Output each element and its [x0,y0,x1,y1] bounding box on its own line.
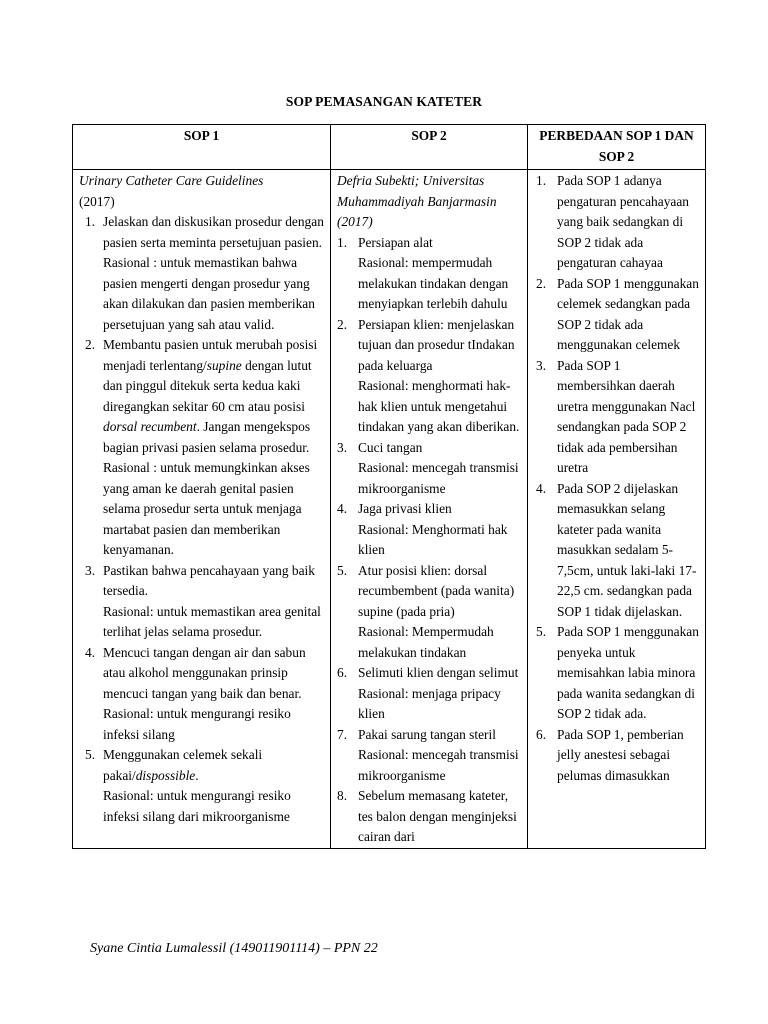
step-number: 4. [85,644,96,660]
sop1-steps-list [79,212,324,827]
step-text-segment: . Jangan mengekspos bagian privasi pasien selama prosedur. [103,419,311,455]
document-title: SOP PEMASANGAN KATETER [285,94,483,109]
sop1-source [79,171,324,212]
step-number: 1. [337,234,348,250]
step-number: 2. [85,337,96,352]
step-text-segment: . [195,767,199,783]
step-text-italic: dorsal recumbent [103,419,197,434]
step-rationale: Rasional: Menghormati hak klien [358,521,508,557]
step-rationale: Rasional: mencegah transmisi mikroorganisme [358,460,519,496]
step-rationale: Rasional: untuk mengurangi resiko infeksi silang dari mikroorganisme [103,788,291,824]
step-number: 8. [337,788,348,803]
difference-cell [528,170,706,849]
sop1-cell [73,170,331,849]
step-text: Cuci tangan [358,439,423,455]
step-number: 2. [337,316,348,332]
step-rationale: Rasional: Mempermudah melakukan tindakan [358,624,494,660]
step-text-segment: Membantu pasien untuk merubah posisi menjadi terlentang/ [103,337,318,373]
step-rationale: Rasional: mempermudah melakukan tindakan dengan menyiapkan terlebih dahulu [358,255,509,311]
step-number: 1. [85,214,96,229]
step-text-italic: supine [206,357,242,373]
step-text [103,643,324,746]
header-sop2: SOP 2 [331,125,528,170]
step-number: 3. [337,439,348,455]
step-text: Pakai sarung tangan steril [358,726,496,742]
step-text-segment: Mencuci tangan dengan air dan sabun atau alkohol menggunakan prinsip mencuci tangan yang baik dan benar. Rasional: untuk mengurangi resiko infeksi silang [103,644,306,742]
sop-comparison-table [72,124,706,849]
step-number: 7. [337,726,348,742]
table-body-row [73,170,706,849]
sop2-step [337,315,521,438]
step-text: Persiapan alat [358,234,433,250]
difference-item [534,479,699,623]
item-number: 6. [536,726,547,742]
sop1-source-year: (2017) [79,193,115,209]
difference-list [534,171,699,786]
step-number: 4. [337,501,348,516]
step-text-italic: dispossible [135,767,196,783]
sop2-source: Defria Subekti; Universitas Muhammadiyah Banjarmasin (2017) [337,173,497,229]
sop1-source-title: Urinary Catheter Care Guidelines [79,173,264,188]
step-text: Persiapan klien: menjelaskan tujuan dan prosedur tIndakan pada keluarga [358,316,515,373]
step-rationale: Rasional: menjaga pripacy klien [358,685,501,721]
step-text: Jaga privasi klien [358,501,452,516]
item-text: Pada SOP 1, pemberian jelly anestesi sebagai pelumas dimasukkan [557,726,684,783]
step-text [103,561,324,602]
item-number: 3. [536,357,547,373]
step-rationale: Rasional: mencegah transmisi mikroorganisme [358,747,519,783]
sop2-step [337,561,521,664]
difference-item [534,622,699,725]
step-number: 5. [337,562,348,578]
sop2-steps-list [337,233,521,848]
step-rationale: Rasional: untuk memastikan area genital terlihat jelas selama prosedur. [103,603,321,639]
sop2-step [337,233,521,315]
step-text-segment: Menggunakan celemek sekali pakai/ [103,747,263,783]
step-text: Sebelum memasang kateter, tes balon dengan menginjeksi cairan dari [358,788,517,844]
step-text: Selimuti klien dengan selimut [358,665,519,680]
item-text: Pada SOP 1 menggunakan penyeka untuk memisahkan labia minora pada wanita sedangkan di SOP 2 tidak ada. [557,624,699,721]
step-number: 6. [337,665,348,680]
difference-item [534,356,699,479]
header-sop1: SOP 1 [73,125,331,170]
difference-item [534,274,699,356]
step-text: Atur posisi klien: dorsal recumbembent (pada wanita) supine (pada pria) [358,562,515,619]
step-rationale: Rasional : untuk memastikan bahwa pasien mengerti dengan prosedur yang akan dilakukan dan pasien memberikan persetujuan yang sah atau valid. [103,255,315,332]
step-rationale: Rasional : untuk memungkinkan akses yang aman ke daerah genital pasien selama prosedur serta untuk menjaga martabat pasien dan memberikan kenyamanan. [103,460,310,557]
item-number: 1. [536,173,547,188]
sop1-step [79,643,324,746]
item-text: Pada SOP 1 menggunakan celemek sedangkan pada SOP 2 tidak ada menggunakan celemek [557,275,699,352]
item-number: 2. [536,275,547,291]
step-text-segment: dengan lutut dan pinggul ditekuk serta kedua kaki diregangkan sekitar 60 cm atau posisi [103,357,312,414]
header-difference: PERBEDAAN SOP 1 DAN SOP 2 [528,125,706,170]
sop2-step [337,725,521,787]
item-text: Pada SOP 2 dijelaskan memasukkan selang kateter pada wanita masukkan sedalam 5-7,5cm, untuk laki-laki 17-22,5 cm. sedangkan pada SOP 1 tidak dijelaskan. [557,480,697,619]
item-text: Pada SOP 1 membersihkan daerah uretra menggunakan Nacl sendangkan pada SOP 2 tidak ada pembersihan uretra [557,357,696,475]
item-number: 4. [536,480,547,496]
sop2-step [337,438,521,500]
item-text: Pada SOP 1 adanya pengaturan pencahayaan yang baik sedangkan di SOP 2 tidak ada pengaturan cahayaa [557,173,689,270]
difference-item [534,171,699,274]
difference-item [534,725,699,787]
table-header-row [73,125,706,170]
step-number: 3. [85,562,96,578]
sop1-step [79,335,324,561]
sop1-step [79,561,324,643]
sop2-step [337,499,521,561]
step-text [103,745,324,786]
sop2-step [337,663,521,725]
step-rationale: Rasional: menghormati hak-hak klien untuk mengetahui tindakan yang akan diberikan. [358,378,520,434]
sop2-cell [331,170,528,849]
step-text [103,335,324,458]
page-footer: Syane Cintia Lumalessil (149011901114) – PPN 22 [90,941,378,956]
sop1-step [79,212,324,335]
step-number: 5. [85,747,96,762]
step-text-segment: Pastikan bahwa pencahayaan yang baik tersedia. [103,562,315,598]
step-text-segment: Jelaskan dan diskusikan prosedur dengan pasien serta meminta persetujuan pasien. [103,214,324,250]
item-number: 5. [536,624,547,639]
step-text [103,212,324,253]
sop1-step [79,745,324,827]
sop2-step [337,786,521,848]
